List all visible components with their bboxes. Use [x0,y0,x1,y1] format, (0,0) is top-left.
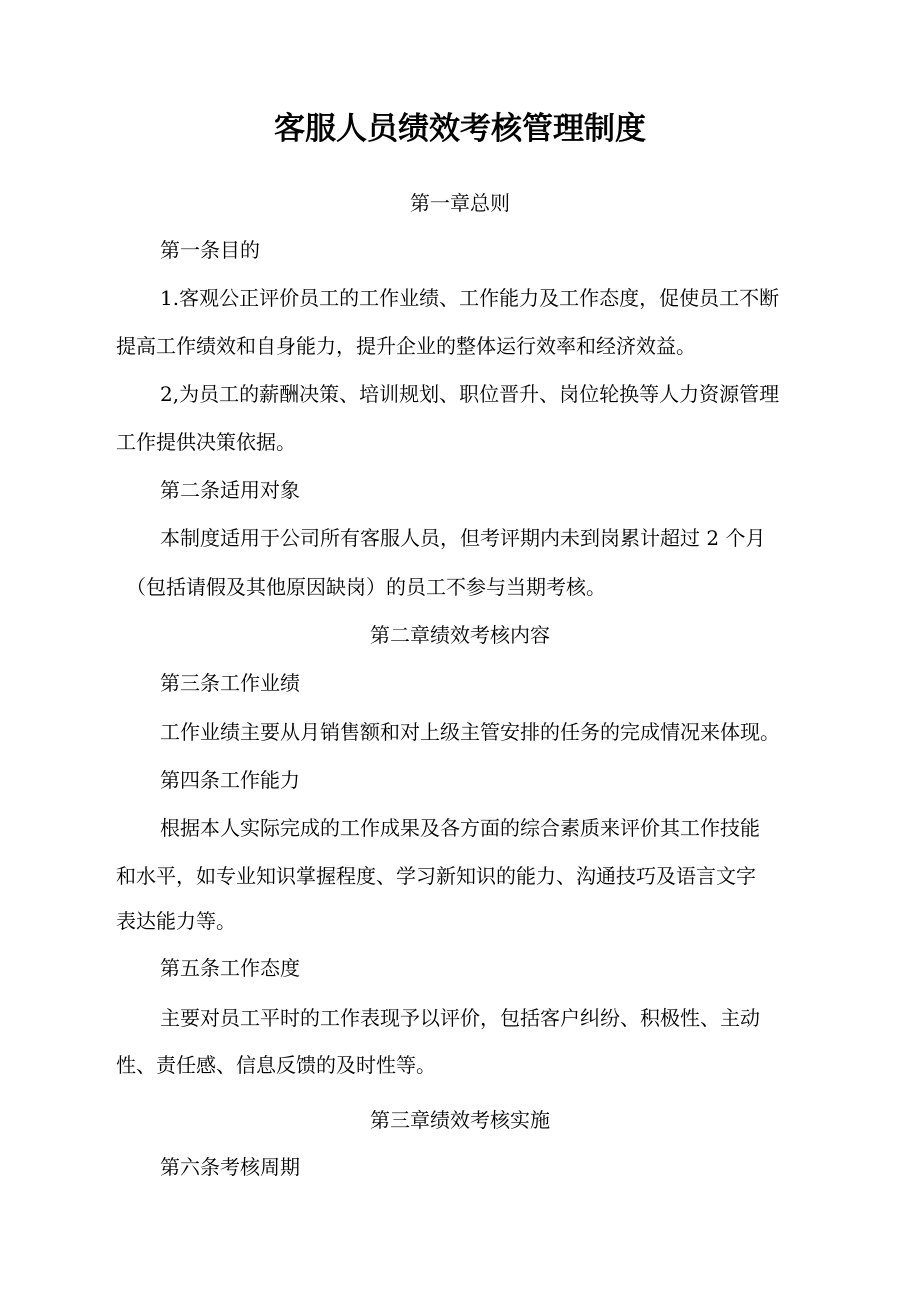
chapter-3-heading: 第三章绩效考核实施 [370,1108,550,1132]
article-5-heading: 第五条工作态度 [160,956,300,980]
article-4-heading: 第四条工作能力 [160,768,300,792]
paragraph-line: （包括请假及其他原因缺岗）的员工不参与当期考核。 [126,575,606,599]
chapter-2-heading: 第二章绩效考核内容 [370,623,550,647]
document-title: 客服人员绩效考核管理制度 [274,111,646,147]
chapter-1-heading: 第一章总则 [410,191,510,215]
article-6-heading: 第六条考核周期 [160,1155,300,1179]
article-1-heading: 第一条目的 [160,238,260,262]
paragraph-line: 性、责任感、信息反馈的及时性等。 [116,1053,436,1077]
paragraph-line: 主要对员工平时的工作表现予以评价，包括客户纠纷、积极性、主动 [160,1006,760,1030]
paragraph-line: 根据本人实际完成的工作成果及各方面的综合素质来评价其工作技能 [160,816,760,840]
paragraph-line: 提高工作绩效和自身能力，提升企业的整体运行效率和经济效益。 [116,334,696,358]
paragraph-line: 1.客观公正评价员工的工作业绩、工作能力及工作态度，促使员工不断 [160,286,780,310]
article-2-heading: 第二条适用对象 [160,478,300,502]
paragraph-line: 和水平，如专业知识掌握程度、学习新知识的能力、沟通技巧及语言文字 [116,864,756,888]
article-3-heading: 第三条工作业绩 [160,671,300,695]
paragraph-line: 工作提供决策依据。 [116,430,296,454]
paragraph-line: 2,为员工的薪酬决策、培训规划、职位晋升、岗位轮换等人力资源管理 [160,382,780,406]
paragraph-line: 本制度适用于公司所有客服人员，但考评期内未到岗累计超过 2 个月 [160,526,766,550]
paragraph-line: 工作业绩主要从月销售额和对上级主管安排的任务的完成情况来体现。 [160,720,780,744]
paragraph-line: 表达能力等。 [116,909,236,933]
